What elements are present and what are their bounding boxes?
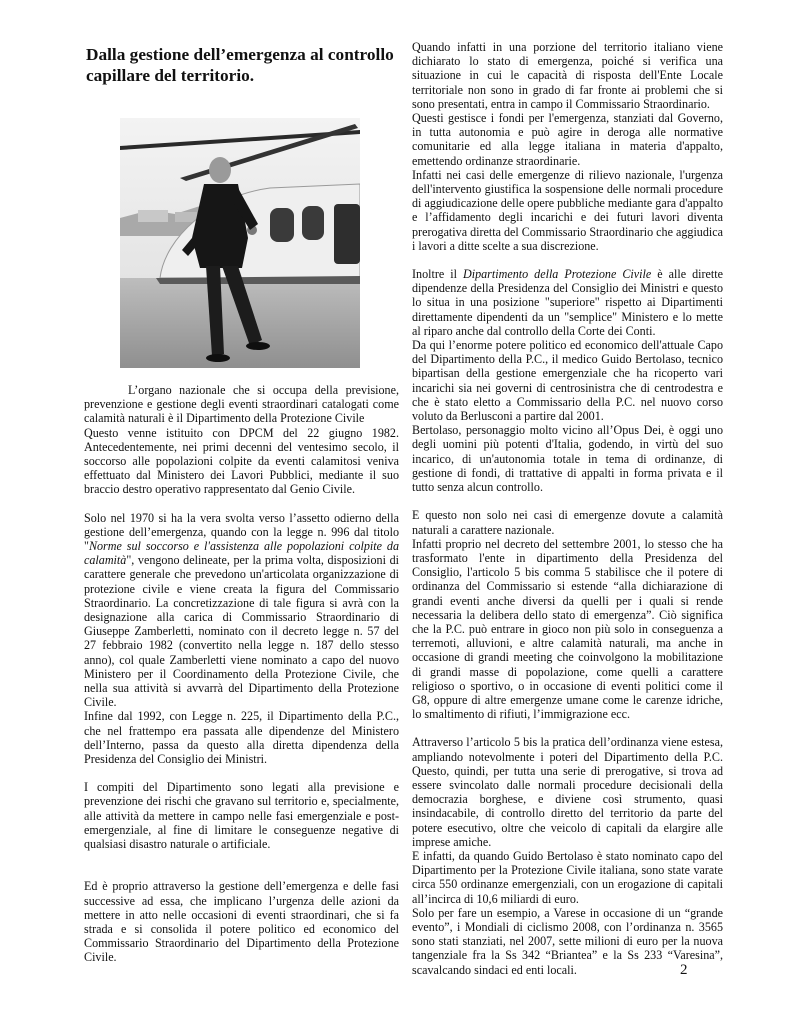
department-name-italic: Dipartimento della Protezione Civile xyxy=(462,267,652,282)
right-paragraph-6: Bertolaso, personaggio molto vicino all’Opus Dei, è oggi uno degli uomini più potenti d'Italia, godendo, in virtù del suo incarico, di un'autonomia totale in tema di ordinanze, di gestione di fondi, di trattative di appalti in forma privata e il tutto senza alcun controllo. xyxy=(412,423,723,495)
helicopter-photo xyxy=(120,118,360,368)
right-paragraph-1: Quando infatti in una porzione del territorio italiano viene dichiarato lo stato di emergenza, poiché si verifica una situazione in cui le capacità di risposta dell'Ente Locale territoriale non sono in grado di far fronte ai problemi che si sono presentati, entra in campo il Commissario Straordinario. xyxy=(412,40,723,111)
article-title: Dalla gestione dell’emergenza al controllo capillare del territorio. xyxy=(86,45,394,85)
left-paragraph-1: L’organo nazionale che si occupa della previsione, prevenzione e gestione degli eventi straordinari catalogati come calamità naturali è il Dipartimento della Protezione Civile xyxy=(84,383,399,426)
law-title-italic: Norme sul soccorso e l'assistenza alle popolazioni colpite da calamità xyxy=(84,539,399,568)
right-paragraph-3: Infatti nei casi delle emergenze di rilievo nazionale, l'urgenza dell'intervento giustifica la sospensione delle normali procedure di aggiudicazione delle opere pubbliche mediante gara d'appalto e l’affidamento degli incarichi e dei futuri lavori diventa prerogativa diretta del Commissario Straordinario che aggiudica i lavori a ditte scelte a sua discrezione. xyxy=(412,167,723,253)
left-column xyxy=(84,383,399,965)
left-paragraph-2-end: ", vengono delineate, per la prima volta, disposizioni di carattere generale che prevedono un'articolata organizzazione di protezione civile e viene creata la figura del Commissario Straordinario. La concretizzazione di tale figura si avrà con la designazione alla carica di Commissario Straordinario di Giuseppe Zamberletti, nominato con il decreto legge n. 57 del 27 febbraio 1982 (convertito nella legge n. 187 dello stesso anno), col quale Zamberletti viene nominato a capo del nuovo Ministero per il Coordinamento della Protezione Civile, che nella sua attività si avvarrà del Dipartimento della Protezione Civile. xyxy=(84,553,399,710)
left-paragraph-4: I compiti del Dipartimento sono legati alla previsione e prevenzione dei rischi che gravano sul territorio e, specialmente, alle attività da mettere in campo nelle fasi emergenziale e post-emergenziale, al fine di limitare le conseguenze negative di qualsiasi disastro naturale o artificiale. xyxy=(84,780,399,852)
right-paragraph-10: E infatti, da quando Guido Bertolaso è stato nominato capo del Dipartimento per la Protezione Civile italiana, sono state varate circa 550 ordinanze emergenziali, con un erogazione di capitali all’incirca di 10,6 miliardi di euro. xyxy=(412,848,723,906)
right-paragraph-4-start: Inoltre il xyxy=(412,267,463,282)
photo-image xyxy=(120,118,360,368)
left-paragraph-1b: Questo venne istituito con DPCM del 22 giugno 1982. Antecedentemente, nei primi decenni del ventesimo secolo, il soccorso alle popolazioni colpite da eventi calamitosi veniva effettuato dal Ministero dei Lavori Pubblici, mediante il suo braccio destro operativo rappresentato dal Genio Civile. xyxy=(84,425,399,497)
right-paragraph-4-end: è alle dirette dipendenze della Presidenza del Consiglio dei Ministri e questo lo situa in una posizione "superiore" rispetto ai Dipartimenti direttamente dipendenti da un "semplice" Ministero e lo mette al riparo anche dal controllo della Corte dei Conti. xyxy=(412,267,723,338)
right-paragraph-9: Attraverso l’articolo 5 bis la pratica dell’ordinanza viene estesa, ampliando notevolmente i poteri del Dipartimento della P.C. Questo, quindi, per tutta una serie di prerogative, si trova ad essere svincolato dalle normali procedure decisionali della democrazia borghese, e diviene così strumento, quasi insindacabile, di controllo diretto del territorio da parte del potere esecutivo, oltre che veicolo di capitali da elargire alle imprese amiche. xyxy=(412,735,723,849)
right-paragraph-2: Questi gestisce i fondi per l'emergenza, stanziati dal Governo, in tutta autonomia e può agire in deroga alle normative comunitarie ed alla legge italiana in materia d'appalto, emettendo ordinanze straordinarie. xyxy=(412,111,723,168)
right-paragraph-8: Infatti proprio nel decreto del settembre 2001, lo stesso che ha trasformato l'ente in dipartimento della Presidenza del Consiglio, l'articolo 5 bis comma 5 stabilisce che il potere di ordinanza del Commissario si estende “alla dichiarazione di grandi eventi anche diversi da quelli per i quali si rende necessaria la delibera dello stato di emergenza”. Ciò significa che la P.C. può entrare in gioco non più solo in conseguenza a terremoti, alluvioni, e altre calamità naturali, ma anche in occasione di grandi meeting che coinvolgono la mobilitazione di grandi masse di popolazione, come quelli a carattere religioso o sportivo, o in occasione di eventi politici come il G8, oppure di altre emergenze umane come le carenze idriche, lo smaltimento di rifiuti, l’immigrazione ecc. xyxy=(412,536,723,722)
left-paragraph-2 xyxy=(84,511,399,710)
right-paragraph-11: Solo per fare un esempio, a Varese in occasione di un “grande evento”, i Mondiali di ciclismo 2008, con l’ordinanza n. 3565 sono stati stanziati, nel 2007, sette milioni di euro per la nuova tangenziale fra la Ss 342 “Briantea” e la Ss 233 “Varesina”, scavalcando sindaci ed enti locali. xyxy=(412,905,723,977)
page-number: 2 xyxy=(680,962,688,978)
right-column xyxy=(412,40,723,977)
right-paragraph-4 xyxy=(412,267,723,338)
right-paragraph-7: E questo non solo nei casi di emergenze dovute a calamità naturali a carattere nazionale. xyxy=(412,508,723,537)
right-paragraph-5: Da qui l’enorme potere politico ed economico dell'attuale Capo del Dipartimento della P.C., il medico Guido Bertolaso, tecnico bipartisan della gestione emergenziale che ha ricoperto vari incarichi sia nei governi di centrosinistra che di centrodestra e che è stato eletto a Commissario della P.C. nel nuovo corso voluto da Berlusconi a partire dal 2001. xyxy=(412,338,723,424)
left-paragraph-3: Infine dal 1992, con Legge n. 225, il Dipartimento della P.C., che nel frattempo era passata alle dipendenze del Ministero dell’Interno, passa da questo alla diretta dipendenza della Presidenza del Consiglio dei Ministri. xyxy=(84,709,399,767)
left-paragraph-5: Ed è proprio attraverso la gestione dell’emergenza e delle fasi successive ad essa, che implicano l’urgenza delle azioni da mettere in atto nelle occasioni di eventi straordinari, che si fa strada e si consolida il potere politico ed economico del Commissario Straordinario del Dipartimento della Protezione Civile. xyxy=(84,879,399,965)
left-paragraph-2-start: Solo nel 1970 si ha la vera svolta verso l’assetto odierno della gestione dell’emergenza, quando con la legge n. 996 dal titolo " xyxy=(84,510,399,554)
